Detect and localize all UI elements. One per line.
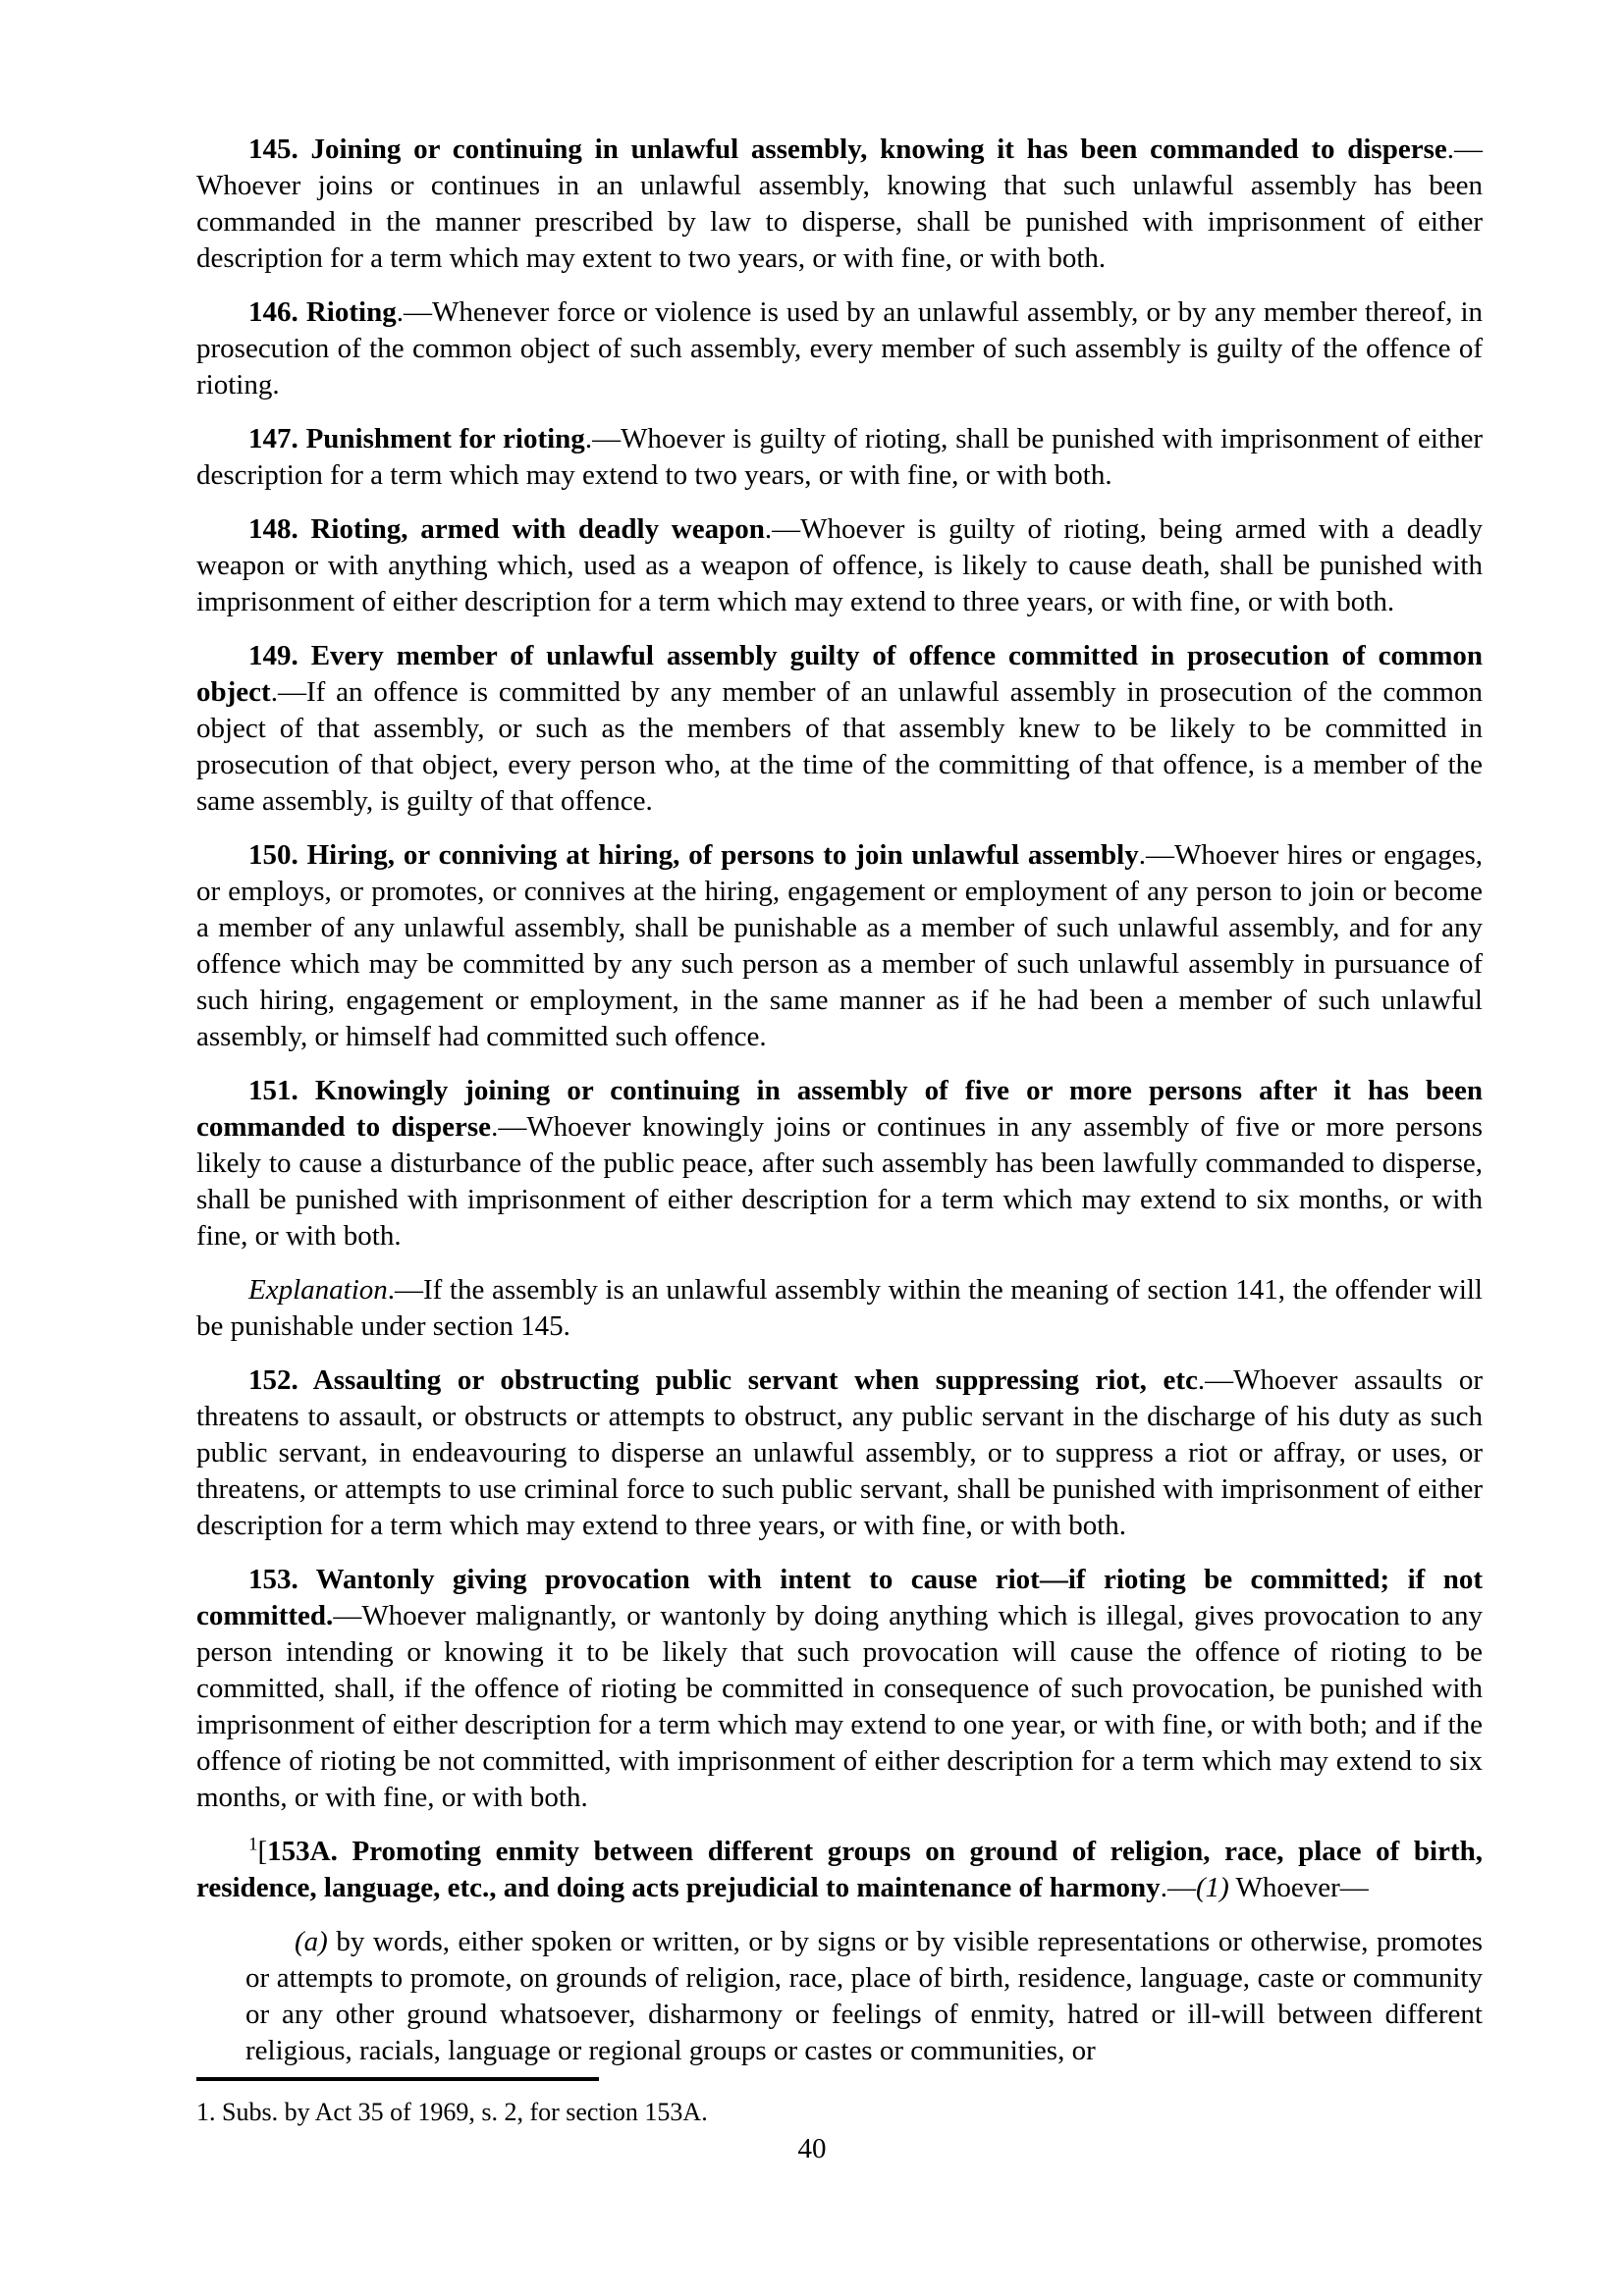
section-153-body: Whoever malignantly, or wantonly by doing anything which is illegal, gives provocation to any person intending or knowing it to be likely that such provocation will cause the offence of rioting to be committed, shall, if the offence of rioting be committed in consequence of such provocation, be punished with imprisonment of either description for a term which may extend to one year, or with fine, or with both; and if the offence of rioting be not committed, with imprisonment of either description for a term which may extend to six months, or with fine, or with both. bbox=[196, 1600, 1483, 1813]
section-147-heading: 147. Punishment for rioting bbox=[248, 423, 585, 454]
section-153 bbox=[196, 1562, 1483, 1816]
section-145-separator: .— bbox=[1446, 133, 1483, 165]
section-148-body: Whoever is guilty of rioting, being armed with a deadly weapon or with anything which, used as a weapon of offence, is likely to cause death, shall be punished with imprisonment of either description for a term which may extend to three years, or with fine, or with both. bbox=[196, 513, 1483, 617]
section-149 bbox=[196, 638, 1483, 820]
section-153a-bracket: [ bbox=[257, 1836, 268, 1867]
section-151-separator: .— bbox=[491, 1111, 527, 1143]
section-148 bbox=[196, 511, 1483, 620]
footnote-rule bbox=[196, 2077, 599, 2081]
section-149-heading: 149. Every member of unlawful assembly guilty of offence committed in prosecution of common object bbox=[196, 640, 1483, 708]
section-147-separator: .— bbox=[584, 423, 622, 454]
section-151-body: Whoever knowingly joins or continues in any assembly of five or more persons likely to cause a disturbance of the public peace, after such assembly has been lawfully commanded to disperse, shall be punished with imprisonment of either description for a term which may extend to six months, or with fine, or with both. bbox=[196, 1111, 1483, 1252]
section-148-heading: 148. Rioting, armed with deadly weapon bbox=[248, 513, 765, 545]
section-150-separator: .— bbox=[1138, 839, 1174, 871]
section-145-body: Whoever joins or continues in an unlawful assembly, knowing that such unlawful assembly has been commanded in the manner prescribed by law to disperse, shall be punished with imprisonment of either description for a term which may extent to two years, or with fine, or with both. bbox=[196, 170, 1483, 274]
section-146-separator: .— bbox=[396, 296, 432, 328]
section-152-body: Whoever assaults or threatens to assault, or obstructs or attempts to obstruct, any public servant in the discharge of his duty as such public servant, in endeavouring to disperse an unlawful assembly, or to suppress a riot or affray, or uses, or threatens, or attempts to use criminal force to such public servant, shall be punished with imprisonment of either description for a term which may extend to three years, or with fine, or with both. bbox=[196, 1364, 1483, 1541]
explanation-body: If the assembly is an unlawful assembly within the meaning of section 141, the offender will be punishable under section 145. bbox=[196, 1274, 1483, 1342]
section-153a-heading: 153A. Promoting enmity between different groups on ground of religion, race, place of birth, residence, language, etc., and doing acts prejudicial to maintenance of harmony bbox=[196, 1836, 1483, 1903]
explanation-label: Explanation bbox=[248, 1274, 388, 1306]
footnote-reference-1: 1 bbox=[248, 1834, 258, 1855]
section-149-separator: .— bbox=[270, 676, 306, 708]
section-151 bbox=[196, 1073, 1483, 1255]
section-148-separator: .— bbox=[764, 513, 801, 545]
section-153a-separator: .— bbox=[1160, 1872, 1196, 1903]
section-153a bbox=[196, 1834, 1483, 1906]
clause-a bbox=[245, 1924, 1483, 2069]
section-153-heading: 153. Wantonly giving provocation with intent to cause riot—if rioting be committed; if not committed. bbox=[196, 1564, 1483, 1631]
section-153a-subsection-number: (1) bbox=[1195, 1872, 1229, 1903]
section-153-separator: — bbox=[333, 1600, 362, 1631]
section-146-heading: 146. Rioting bbox=[248, 296, 397, 328]
section-146 bbox=[196, 294, 1483, 403]
section-152-separator: .— bbox=[1197, 1364, 1234, 1396]
section-151-explanation bbox=[196, 1272, 1483, 1345]
text-column bbox=[196, 132, 1483, 2087]
section-152 bbox=[196, 1362, 1483, 1544]
section-153a-body: Whoever— bbox=[1228, 1872, 1369, 1903]
section-150 bbox=[196, 837, 1483, 1055]
section-146-body: Whenever force or violence is used by an unlawful assembly, or by any member thereof, in prosecution of the common object of such assembly, every member of such assembly is guilty of the offence of rioting. bbox=[196, 296, 1484, 400]
section-152-heading: 152. Assaulting or obstructing public servant when suppressing riot, etc bbox=[248, 1364, 1198, 1396]
section-147 bbox=[196, 421, 1483, 494]
section-147-body: Whoever is guilty of rioting, shall be punished with imprisonment of either description for a term which may extend to two years, or with fine, or with both. bbox=[196, 423, 1483, 491]
page-number: 40 bbox=[797, 2133, 827, 2164]
footnote-text: 1. Subs. by Act 35 of 1969, s. 2, for section 153A. bbox=[196, 2098, 708, 2126]
section-145 bbox=[196, 132, 1483, 277]
explanation-separator: .— bbox=[387, 1274, 424, 1306]
clause-a-label: (a) bbox=[295, 1926, 328, 1957]
clause-a-body: by words, either spoken or written, or by signs or by visible representations or otherwise, promotes or attempts to promote, on grounds of religion, race, place of birth, residence, language, caste or community or any other ground whatsoever, disharmony or feelings of enmity, hatred or ill-will between different religious, racials, language or regional groups or castes or communities, or bbox=[245, 1926, 1483, 2066]
section-149-body: If an offence is committed by any member of an unlawful assembly in prosecution of the common object of that assembly, or such as the members of that assembly knew to be likely to be committed in prosecution of that object, every person who, at the time of the committing of that offence, is a member of the same assembly, is guilty of that offence. bbox=[196, 676, 1483, 817]
section-145-heading: 145. Joining or continuing in unlawful assembly, knowing it has been commanded to disperse bbox=[248, 133, 1447, 165]
section-151-heading: 151. Knowingly joining or continuing in assembly of five or more persons after it has been commanded to disperse bbox=[196, 1075, 1483, 1143]
section-150-body: Whoever hires or engages, or employs, or promotes, or connives at the hiring, engagement or employment of any person to join or become a member of any unlawful assembly, shall be punishable as a member of such unlawful assembly, and for any offence which may be committed by any such person as a member of such unlawful assembly in pursuance of such hiring, engagement or employment, in the same manner as if he had been a member of such unlawful assembly, or himself had committed such offence. bbox=[196, 839, 1484, 1052]
section-150-heading: 150. Hiring, or conniving at hiring, of persons to join unlawful assembly bbox=[248, 839, 1139, 871]
